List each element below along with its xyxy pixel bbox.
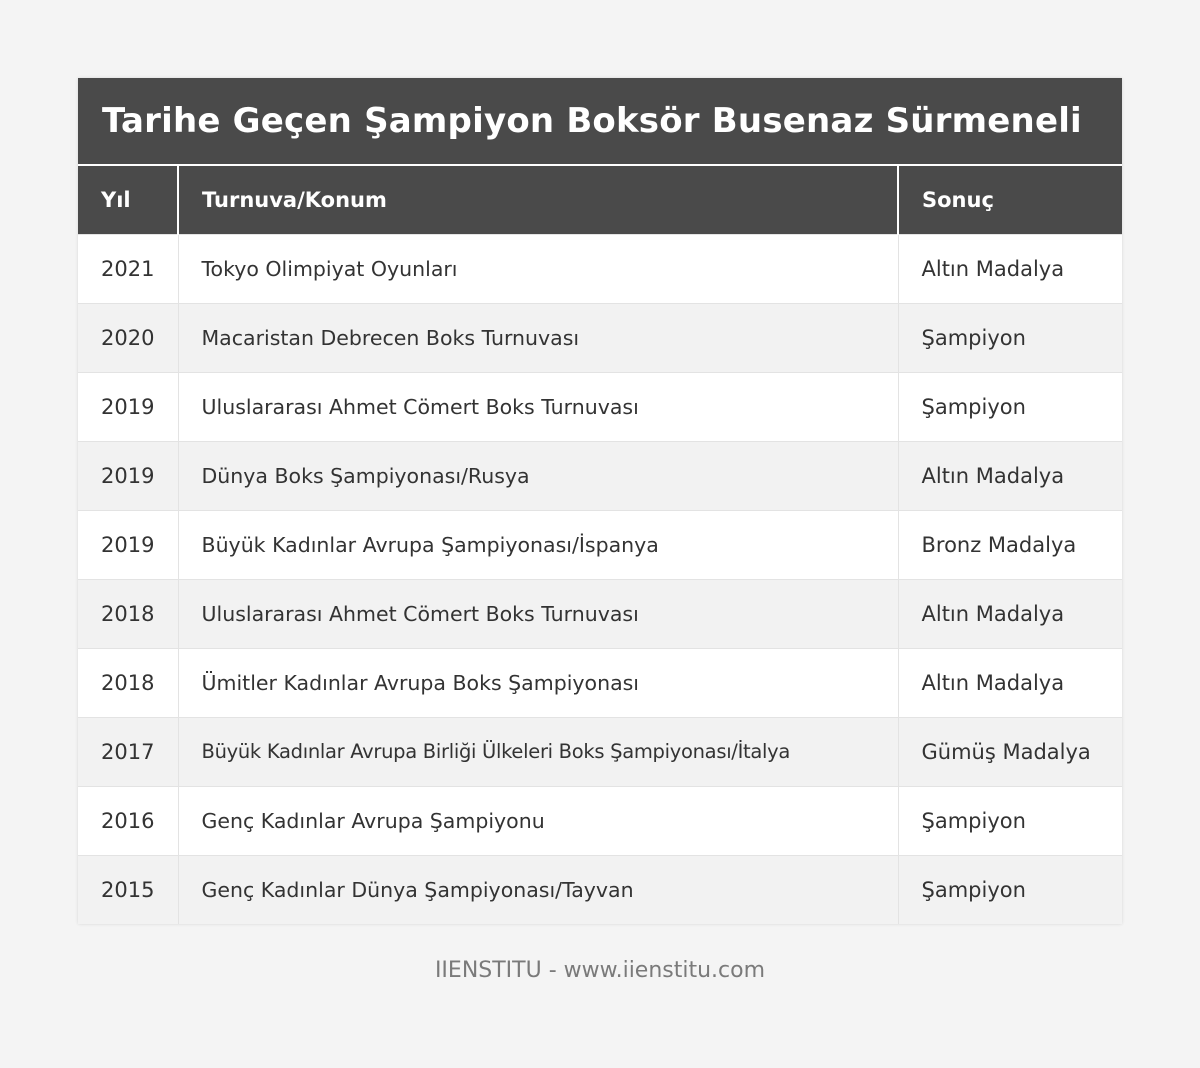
result-cell: Bronz Madalya	[898, 510, 1122, 579]
tournament-cell: Genç Kadınlar Dünya Şampiyonası/Tayvan	[178, 855, 898, 924]
year-cell: 2017	[78, 717, 178, 786]
tournament-cell: Tokyo Olimpiyat Oyunları	[178, 234, 898, 303]
table-row	[78, 303, 1122, 372]
table-row	[78, 234, 1122, 303]
year-cell: 2018	[78, 579, 178, 648]
year-cell: 2019	[78, 372, 178, 441]
tournament-cell: Macaristan Debrecen Boks Turnuvası	[178, 303, 898, 372]
result-cell: Altın Madalya	[898, 234, 1122, 303]
year-cell: 2018	[78, 648, 178, 717]
year-cell: 2019	[78, 510, 178, 579]
results-card	[78, 78, 1122, 924]
results-table	[78, 166, 1122, 924]
tournament-cell: Ümitler Kadınlar Avrupa Boks Şampiyonası	[178, 648, 898, 717]
year-cell: 2019	[78, 441, 178, 510]
result-cell: Şampiyon	[898, 303, 1122, 372]
table-row	[78, 579, 1122, 648]
tournament-cell: Genç Kadınlar Avrupa Şampiyonu	[178, 786, 898, 855]
table-row	[78, 855, 1122, 924]
result-cell: Şampiyon	[898, 855, 1122, 924]
table-row	[78, 717, 1122, 786]
tournament-cell: Uluslararası Ahmet Cömert Boks Turnuvası	[178, 372, 898, 441]
year-cell: 2020	[78, 303, 178, 372]
result-cell: Altın Madalya	[898, 648, 1122, 717]
result-cell: Altın Madalya	[898, 579, 1122, 648]
table-row	[78, 648, 1122, 717]
tournament-cell: Büyük Kadınlar Avrupa Birliği Ülkeleri Boks Şampiyonası/İtalya	[178, 717, 898, 786]
result-cell: Şampiyon	[898, 372, 1122, 441]
table-title: Tarihe Geçen Şampiyon Boksör Busenaz Sürmeneli	[78, 78, 1122, 166]
year-cell: 2021	[78, 234, 178, 303]
column-header-tournament: Turnuva/Konum	[178, 166, 898, 234]
table-row	[78, 372, 1122, 441]
footer-credit: IIENSTITU - www.iienstitu.com	[434, 958, 766, 983]
table-header-row	[78, 166, 1122, 234]
year-cell: 2015	[78, 855, 178, 924]
year-cell: 2016	[78, 786, 178, 855]
column-header-year: Yıl	[101, 187, 131, 212]
tournament-cell: Büyük Kadınlar Avrupa Şampiyonası/İspanya	[178, 510, 898, 579]
result-cell: Altın Madalya	[898, 441, 1122, 510]
tournament-cell: Dünya Boks Şampiyonası/Rusya	[178, 441, 898, 510]
column-header-result: Sonuç	[898, 166, 1122, 234]
table-row	[78, 441, 1122, 510]
table-row	[78, 510, 1122, 579]
result-cell: Gümüş Madalya	[898, 717, 1122, 786]
table-row	[78, 786, 1122, 855]
tournament-cell: Uluslararası Ahmet Cömert Boks Turnuvası	[178, 579, 898, 648]
result-cell: Şampiyon	[898, 786, 1122, 855]
